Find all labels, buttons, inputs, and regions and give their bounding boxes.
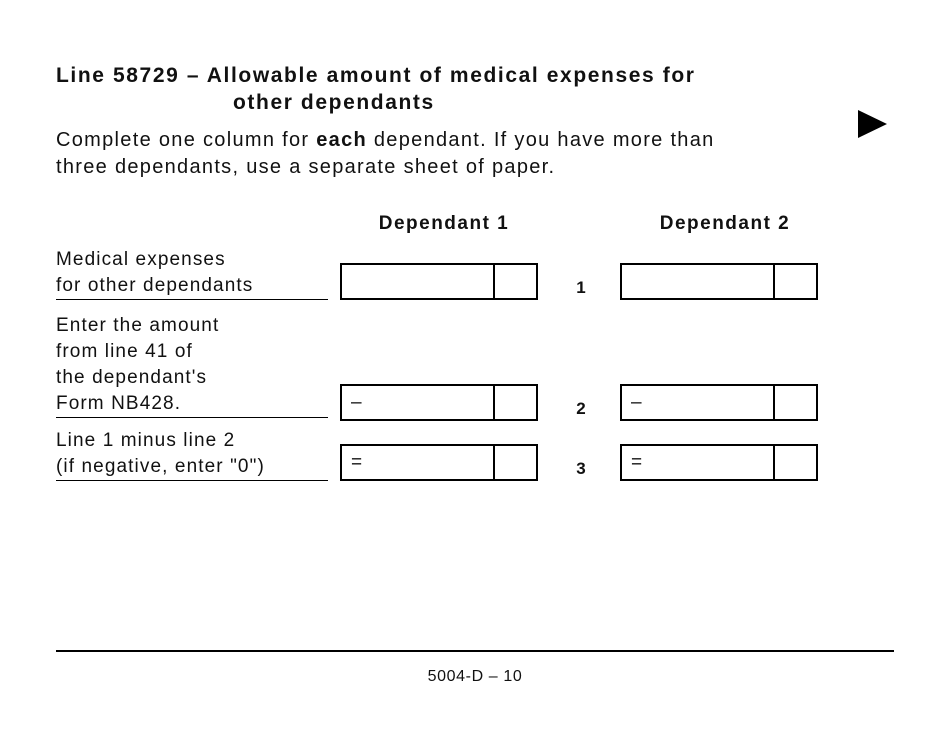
cents-cell[interactable] <box>775 386 816 419</box>
instructions <box>56 127 715 181</box>
row-label-nb428-amount <box>56 313 328 418</box>
cents-cell[interactable] <box>495 386 536 419</box>
instructions-emphasis: each <box>316 129 368 151</box>
dependant-2-line-3-field[interactable] <box>620 444 818 481</box>
dollars-cell[interactable] <box>622 386 775 419</box>
row-label-line: Enter the amount <box>56 315 220 336</box>
dollars-cell[interactable] <box>342 386 495 419</box>
equals-sign: = <box>631 452 643 473</box>
dependant-2-line-2-field[interactable] <box>620 384 818 421</box>
instructions-text: Complete one column for <box>56 129 317 151</box>
line-number-3: 3 <box>576 459 586 478</box>
row-label-line: Form NB428. <box>56 393 182 414</box>
row-label-line: for other dependants <box>56 275 254 296</box>
footer-divider <box>56 650 894 652</box>
row-label-line: Line 1 minus line 2 <box>56 430 236 451</box>
minus-sign: – <box>351 392 362 413</box>
instructions-line-1 <box>56 127 715 154</box>
page-number: 5004-D – 10 <box>427 668 523 685</box>
row-label-line: Medical expenses <box>56 249 226 270</box>
row-label-line: from line 41 of <box>56 341 193 362</box>
dollars-cell[interactable] <box>342 265 495 298</box>
column-header-dependant-2: Dependant 2 <box>659 213 791 234</box>
instructions-line-2: three dependants, use a separate sheet of paper. <box>56 156 556 178</box>
row-label-medical-expenses <box>56 247 328 300</box>
dependant-1-line-1-field[interactable] <box>340 263 538 300</box>
dependant-1-line-2-field[interactable] <box>340 384 538 421</box>
cents-cell[interactable] <box>495 265 536 298</box>
dollars-cell[interactable] <box>622 265 775 298</box>
row-label-line: the dependant's <box>56 367 208 388</box>
section-title-line-1: Line 58729 – Allowable amount of medical expenses for <box>56 64 696 87</box>
line-number-2: 2 <box>576 399 586 418</box>
section-title-line-2: other dependants <box>233 91 435 114</box>
column-header-dependant-1: Dependant 1 <box>378 213 510 234</box>
cents-cell[interactable] <box>775 265 816 298</box>
equals-sign: = <box>351 452 363 473</box>
dollars-cell[interactable] <box>342 446 495 479</box>
dollars-cell[interactable] <box>622 446 775 479</box>
dependant-2-line-1-field[interactable] <box>620 263 818 300</box>
dependant-1-line-3-field[interactable] <box>340 444 538 481</box>
instructions-text: dependant. If you have more than <box>367 129 715 151</box>
cents-cell[interactable] <box>775 446 816 479</box>
line-number-1: 1 <box>576 278 586 297</box>
continue-arrow-icon <box>858 110 887 138</box>
section-title <box>56 62 696 116</box>
minus-sign: – <box>631 392 642 413</box>
row-label-line: (if negative, enter "0") <box>56 456 265 477</box>
row-label-line-1-minus-line-2 <box>56 428 328 481</box>
cents-cell[interactable] <box>495 446 536 479</box>
